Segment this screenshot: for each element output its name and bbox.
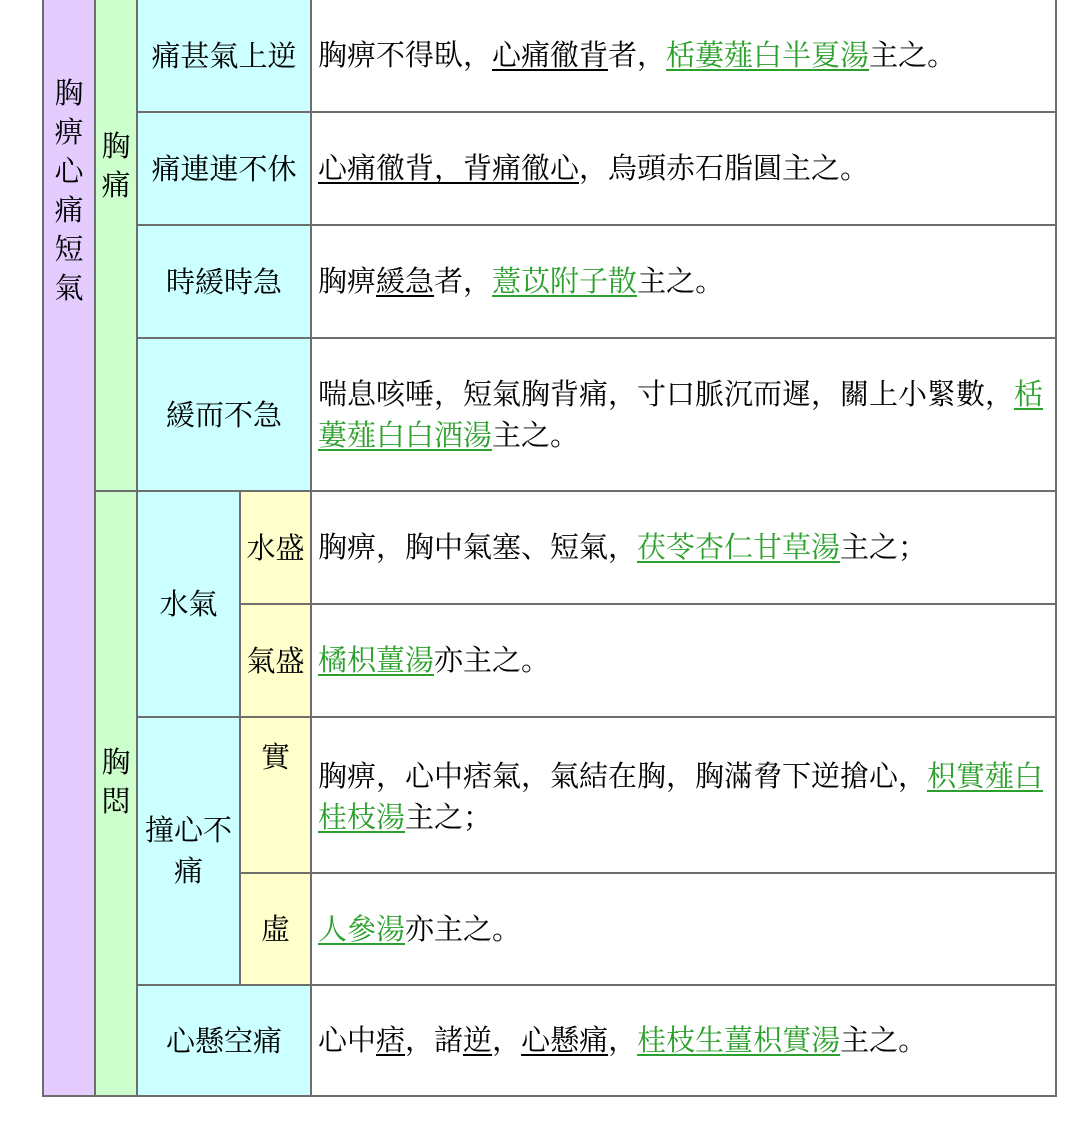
underlined-text: 心懸痛 (521, 1023, 609, 1057)
formula-cell-7 (310, 872, 1057, 986)
plain-text: 喘息咳唾，短氣胸背痛，寸口脈沉而遲，關上小緊數， (318, 376, 1015, 411)
underlined-text: 心痛徹背，背痛徹心 (318, 151, 580, 185)
chest-oppression-label: 胸悶 (101, 745, 131, 818)
formula-text (318, 148, 869, 189)
subtype-label: 虛 (260, 912, 290, 946)
formula-text (318, 909, 521, 950)
formula-text (318, 261, 724, 302)
plain-text: 主之。 (869, 38, 957, 72)
plain-text: 主之。 (637, 264, 725, 298)
plain-text: 主之。 (840, 1023, 928, 1057)
formula-text (318, 374, 1047, 456)
formula-cell-2 (310, 224, 1057, 339)
plain-text: ， (608, 1023, 638, 1057)
plain-text: 心中 (318, 1023, 377, 1057)
symptom-cell-chuang (136, 716, 241, 986)
underlined-text: 心痛徹背 (492, 38, 609, 72)
symptom-label: 痛連連不休 (151, 151, 297, 186)
subtype-label: 實 (260, 740, 290, 774)
plain-text: 胸痹，胸中氣塞、短氣， (318, 530, 638, 564)
col-level2-chest-pain (94, 0, 138, 492)
formula-text (318, 527, 927, 568)
formula-cell-4 (310, 490, 1057, 605)
formula-link[interactable]: 薏苡附子散 (492, 264, 638, 298)
plain-text: 胸痹，心中痞氣，氣結在胸，胸滿脅下逆搶心， (318, 759, 928, 793)
underlined-text: 逆 (463, 1023, 493, 1057)
symptom-cell-3 (136, 337, 312, 492)
symptom-label: 痛甚氣上逆 (151, 38, 297, 73)
col-level1 (42, 0, 96, 1097)
formula-cell-3 (310, 337, 1057, 492)
col-level2-chest-oppression (94, 490, 138, 1097)
symptom-cell-1 (136, 111, 312, 226)
formula-text (318, 35, 956, 76)
chuang-xin-label: 撞心不痛 (144, 813, 232, 888)
symptom-cell-0 (136, 0, 312, 113)
formula-text (318, 756, 1047, 838)
plain-text: 主之。 (492, 417, 580, 452)
formula-link[interactable]: 人參湯 (318, 911, 406, 946)
symptom-cell-water (136, 490, 241, 718)
formula-link[interactable]: 桂枝生薑枳實湯 (637, 1023, 841, 1057)
formula-cell-1 (310, 111, 1057, 226)
chest-pain-label: 胸痛 (101, 129, 131, 202)
plain-text: ，諸 (405, 1023, 464, 1057)
underlined-text: 痞 (376, 1023, 406, 1057)
plain-text: 者， (608, 38, 667, 72)
symptom-label: 心懸空痛 (165, 1023, 282, 1058)
plain-text: 胸痹不得臥， (318, 38, 493, 72)
formula-cell-8 (310, 984, 1057, 1097)
plain-text: 亦主之。 (405, 911, 522, 946)
subtype-cell-water-excess (239, 490, 312, 605)
plain-text: 者， (434, 264, 493, 298)
subtype-cell-qi-excess (239, 603, 312, 718)
symptom-label: 時緩時急 (165, 264, 282, 299)
underlined-text: 緩急 (376, 264, 435, 298)
plain-text: 亦主之。 (434, 643, 551, 677)
symptom-cell-2 (136, 224, 312, 339)
plain-text: 胸痹 (318, 264, 377, 298)
subtype-label: 氣盛 (246, 643, 305, 678)
plain-text: ，烏頭赤石脂圓主之。 (579, 151, 870, 185)
formula-link[interactable]: 栝蔞薤白白酒湯 (318, 376, 1044, 452)
formula-link[interactable]: 枳實薤白桂枝湯 (318, 759, 1044, 834)
water-qi-label: 水氣 (159, 587, 218, 621)
formula-text (318, 640, 550, 681)
subtype-cell-deficiency (239, 872, 312, 986)
plain-text: ， (492, 1023, 522, 1057)
formula-cell-5 (310, 603, 1057, 718)
formula-link[interactable]: 茯苓杏仁甘草湯 (637, 530, 841, 564)
plain-text: 主之； (840, 530, 928, 564)
formula-text (318, 1020, 927, 1061)
formula-link[interactable]: 橘枳薑湯 (318, 643, 435, 677)
subtype-label: 水盛 (246, 530, 305, 565)
symptom-cell-8 (136, 984, 312, 1097)
col-level1-label: 胸痹心痛短氣 (54, 76, 84, 305)
symptom-label: 緩而不急 (165, 397, 282, 432)
formula-cell-6 (310, 716, 1057, 874)
plain-text: 主之； (405, 800, 493, 834)
formula-link[interactable]: 栝蔞薤白半夏湯 (666, 38, 870, 72)
subtype-cell-excess (239, 716, 312, 874)
formula-cell-0 (310, 0, 1057, 113)
